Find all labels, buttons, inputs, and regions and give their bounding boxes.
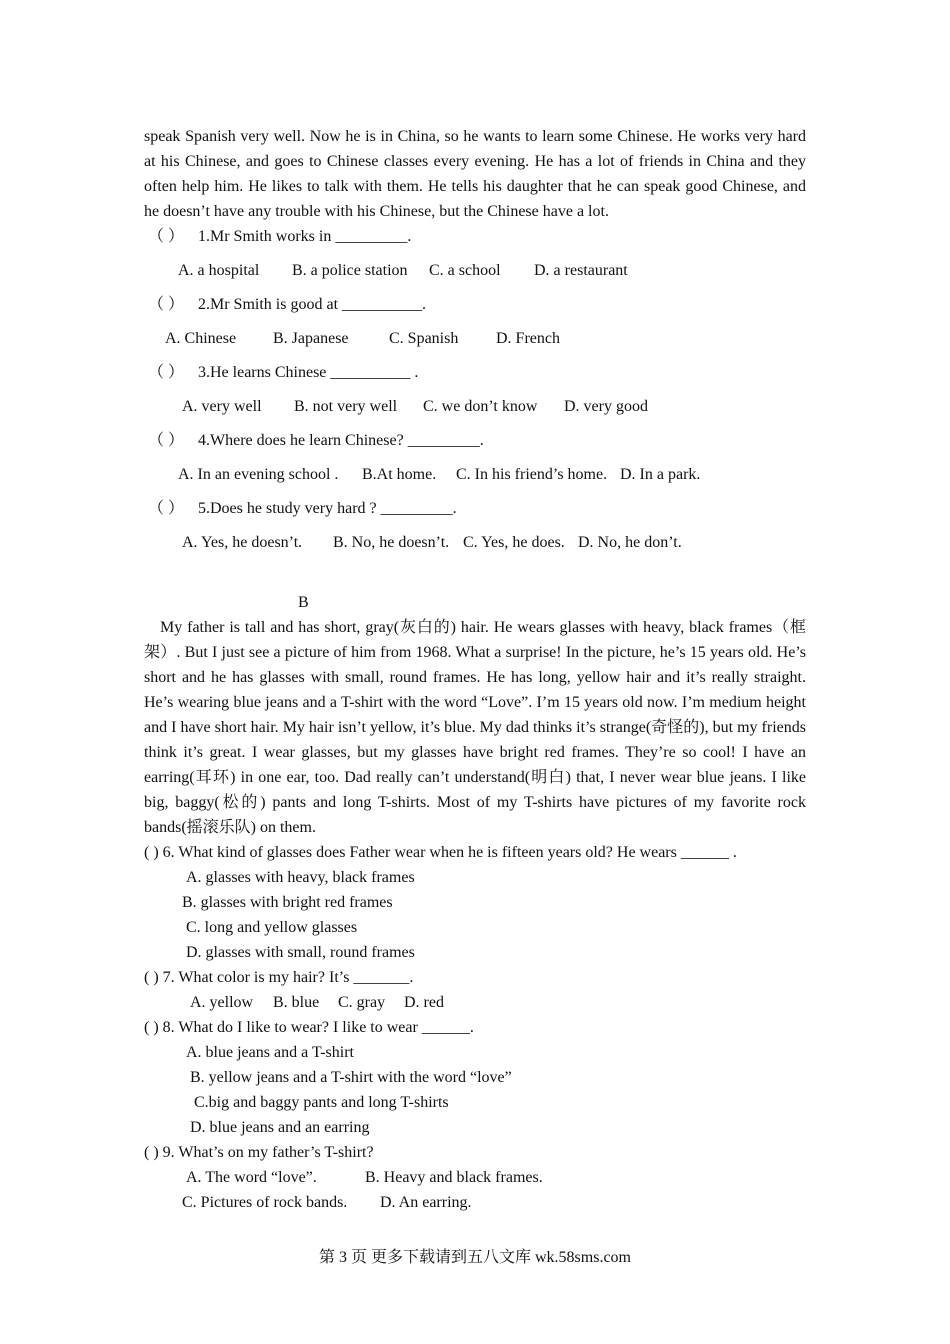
option-c: C. In his friend’s home. bbox=[456, 466, 608, 483]
answer-blank[interactable]: （ ） bbox=[148, 296, 185, 313]
option-d: D. very good bbox=[564, 398, 648, 415]
question-stem: ( ) 6. What kind of glasses does Father wear when he is fifteen years old? He wears ______ . bbox=[144, 844, 737, 861]
option-d: D. glasses with small, round frames bbox=[186, 944, 415, 961]
option-c: C.big and baggy pants and long T-shirts bbox=[194, 1094, 449, 1111]
question-4 bbox=[144, 430, 806, 452]
option-a: A. Chinese bbox=[165, 330, 237, 347]
question-stem: 4.Where does he learn Chinese? _________. bbox=[198, 432, 484, 449]
option-d: D. An earring. bbox=[380, 1194, 472, 1211]
option-d: D. blue jeans and an earring bbox=[190, 1119, 370, 1136]
option-d: D. a restaurant bbox=[534, 262, 628, 279]
question-9-options-row2 bbox=[144, 1190, 806, 1215]
option-a: A. yellow bbox=[190, 994, 254, 1011]
option-a: A. blue jeans and a T-shirt bbox=[186, 1044, 354, 1061]
question-9-options-row1 bbox=[144, 1165, 806, 1190]
option-a: A. Yes, he doesn’t. bbox=[182, 534, 303, 551]
question-2-options bbox=[144, 328, 806, 350]
option-a: A. glasses with heavy, black frames bbox=[186, 869, 415, 886]
option-a: A. In an evening school . bbox=[178, 466, 339, 483]
passage-b-text: My father is tall and has short, gray(灰白的) hair. He wears glasses with heavy, black frames（框架）. But I just see a picture of him from 1968. What a surprise! In the picture, he’s 15 years old. He’s short and he has glasses with small, round frames. He has long, yellow hair and it’s really straight. He’s wearing blue jeans and a T-shirt with the word “Love”. I’m 15 years old now. I’m medium height and I have short hair. My hair isn’t yellow, it’s blue. My dad thinks it’s strange(奇怪的), but my friends think it’s great. I wear glasses, but my glasses have bright red frames. They’re so cool! I have an earring(耳环) in one ear, too. Dad really can’t understand(明白) that, I never wear blue jeans. I like big, baggy(松的) pants and long T-shirts. Most of my T-shirts have pictures of my favorite rock bands(摇滚乐队) on them. bbox=[144, 619, 806, 836]
option-c: C. Yes, he does. bbox=[463, 534, 565, 551]
option-a: A. a hospital bbox=[178, 262, 260, 279]
answer-blank[interactable]: （ ） bbox=[148, 364, 185, 381]
question-9 bbox=[144, 1140, 806, 1165]
option-c: C. Pictures of rock bands. bbox=[182, 1194, 348, 1211]
question-stem: 3.He learns Chinese __________ . bbox=[198, 364, 419, 381]
section-b-label: B bbox=[298, 594, 309, 611]
option-b: B. not very well bbox=[294, 398, 398, 415]
question-stem: ( ) 7. What color is my hair? It’s _______. bbox=[144, 969, 414, 986]
option-b: B. yellow jeans and a T-shirt with the word “love” bbox=[190, 1069, 512, 1086]
option-b: B. a police station bbox=[292, 262, 408, 279]
question-1-options bbox=[144, 260, 806, 282]
question-5-options bbox=[144, 532, 806, 554]
question-8-option-a bbox=[144, 1040, 806, 1065]
question-8-option-b bbox=[144, 1065, 806, 1090]
question-6-option-d bbox=[144, 940, 806, 965]
answer-blank[interactable]: （ ） bbox=[148, 500, 185, 517]
option-c: C. a school bbox=[429, 262, 501, 279]
section-b-heading bbox=[144, 590, 806, 615]
option-c: C. gray bbox=[338, 994, 386, 1011]
question-6-option-b bbox=[144, 890, 806, 915]
question-2 bbox=[144, 294, 806, 316]
page-footer: 第 3 页 更多下载请到五八文库 wk.58sms.com bbox=[318, 1249, 631, 1266]
question-4-options bbox=[144, 464, 806, 486]
question-3-options bbox=[144, 396, 806, 418]
question-8 bbox=[144, 1015, 806, 1040]
option-b: B.At home. bbox=[362, 466, 437, 483]
option-b: B. Japanese bbox=[273, 330, 349, 347]
question-stem: ( ) 9. What’s on my father’s T-shirt? bbox=[144, 1144, 374, 1161]
option-c: C. we don’t know bbox=[423, 398, 538, 415]
option-b: B. blue bbox=[273, 994, 320, 1011]
question-stem: 5.Does he study very hard ? _________. bbox=[198, 500, 457, 517]
question-3 bbox=[144, 362, 806, 384]
question-stem: 1.Mr Smith works in _________. bbox=[198, 228, 412, 245]
question-8-option-c bbox=[144, 1090, 806, 1115]
answer-blank[interactable]: （ ） bbox=[148, 432, 185, 449]
option-d: D. In a park. bbox=[620, 466, 701, 483]
question-6-option-a bbox=[144, 865, 806, 890]
question-stem: 2.Mr Smith is good at __________. bbox=[198, 296, 427, 313]
question-5 bbox=[144, 498, 806, 520]
option-c: C. Spanish bbox=[389, 330, 459, 347]
answer-blank[interactable]: （ ） bbox=[148, 228, 185, 245]
option-b: B. No, he doesn’t. bbox=[333, 534, 450, 551]
option-a: A. very well bbox=[182, 398, 262, 415]
option-d: D. French bbox=[496, 330, 560, 347]
question-6 bbox=[144, 840, 806, 865]
question-7-options bbox=[144, 990, 806, 1015]
option-a: A. The word “love”. bbox=[186, 1169, 317, 1186]
question-7 bbox=[144, 965, 806, 990]
question-stem: ( ) 8. What do I like to wear? I like to wear ______. bbox=[144, 1019, 474, 1036]
option-d: D. No, he don’t. bbox=[578, 534, 682, 551]
option-b: B. glasses with bright red frames bbox=[182, 894, 393, 911]
worksheet-page bbox=[144, 124, 806, 1215]
question-8-option-d bbox=[144, 1115, 806, 1140]
question-1 bbox=[144, 226, 806, 248]
passage-a-text: speak Spanish very well. Now he is in China, so he wants to learn some Chinese. He works very hard at his Chinese, and goes to Chinese classes every evening. He has a lot of friends in China and they often help him. He likes to talk with them. He tells his daughter that he can speak good Chinese, and he doesn’t have any trouble with his Chinese, but the Chinese have a lot. bbox=[144, 128, 806, 220]
option-b: B. Heavy and black frames. bbox=[365, 1169, 543, 1186]
option-d: D. red bbox=[404, 994, 444, 1011]
option-c: C. long and yellow glasses bbox=[186, 919, 358, 936]
question-6-option-c bbox=[144, 915, 806, 940]
